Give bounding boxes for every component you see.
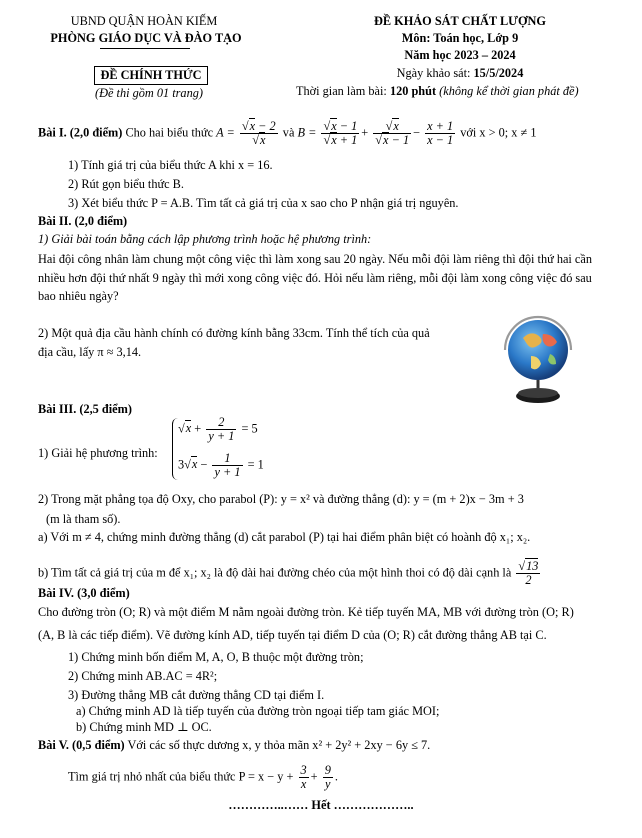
bai3-qb	[38, 560, 542, 587]
bai4-q3: 3) Đường thẳng MB cắt đường thẳng CD tại điểm I.	[68, 688, 325, 702]
bai1-and: và	[282, 125, 295, 140]
bai5-q-text: Tìm giá trị nhỏ nhất của biểu thức P = x − y +	[68, 769, 294, 784]
system-eq1: √x + $\frac{2}{y + 1}$ = 5	[178, 415, 258, 443]
bai5-line	[38, 738, 430, 753]
bai3-q1: 1) Giải hệ phương trình:	[38, 446, 158, 460]
bai4-q1: 1) Chứng minh bốn điểm M, A, O, B thuộc một đường tròn;	[68, 650, 364, 664]
bai3-qb-text: b) Tìm tất cả giá trị của m để x₁; x₂ là độ dài hai đường chéo của một hình thoi có độ dài cạnh là	[38, 565, 512, 580]
header-subject: Môn: Toán học, Lớp 9	[401, 31, 519, 45]
eq1-tail: = 5	[241, 421, 258, 436]
date-label: Ngày khảo sát:	[396, 66, 474, 80]
time-label: Thời gian làm bài:	[296, 84, 390, 98]
bai4-q3b: b) Chứng minh MD ⊥ OC.	[76, 720, 212, 734]
bai1-q2: 2) Rút gọn biểu thức B.	[68, 177, 184, 191]
bai4-q3a: a) Chứng minh AD là tiếp tuyến của đường tròn ngoại tiếp tam giác MOI;	[76, 704, 440, 718]
bai2-label: Bài II. (2,0 điểm)	[38, 214, 128, 228]
pages-note: (Đề thi gồm 01 trang)	[95, 86, 203, 100]
bai3-qa: a) Với m ≠ 4, chứng minh đường thẳng (d) cắt parabol (P) tại hai điểm phân biệt có hoành độ x₁; x₂.	[38, 530, 531, 544]
bai4-line1: Cho đường tròn (O; R) và một điểm M nằm ngoài đường tròn. Kẻ tiếp tuyến MA, MB với đường tròn (O; R)	[38, 605, 574, 619]
fraction-2-over-y1: $\frac{2}{y + 1}$	[208, 415, 235, 443]
bai1-label: Bài I. (2,0 điểm)	[38, 125, 123, 140]
official-label: ĐỀ CHÍNH THỨC	[94, 66, 208, 85]
header-left-underline	[100, 48, 190, 49]
date-value: 15/5/2024	[473, 66, 524, 80]
fraction-b3: $\frac{x + 1}{x - 1}$	[427, 119, 454, 147]
bai4-q2: 2) Chứng minh AB.AC = 4R²;	[68, 669, 218, 683]
fraction-1-over-y1: $\frac{1}{y + 1}$	[214, 451, 241, 479]
fraction-b1: $\frac{√x - 1}{√x + 1}$	[323, 119, 358, 147]
bai1-intro: Cho hai biểu thức	[125, 125, 214, 140]
header-left-line1: UBND QUẬN HOÀN KIẾM	[70, 14, 218, 28]
fraction-9-over-y: $\frac{9}{y}$	[324, 763, 331, 791]
time-value: 120 phút	[389, 84, 437, 98]
bai5-label: Bài V. (0,5 điểm)	[38, 738, 125, 752]
time-note: (không kể thời gian phát đề)	[436, 84, 579, 98]
bai1-q1: 1) Tính giá trị của biểu thức A khi x = 16.	[68, 158, 273, 172]
bai5-question: Tìm giá trị nhỏ nhất của biểu thức P = x − y + $\frac{3}{x}$ + $\frac{9}{y}$ .	[68, 763, 338, 791]
bai4-line2: (A, B là các tiếp điểm). Vẽ đường kính AD, tiếp tuyến tại điểm D của (O; R) cắt đường thẳng AB tại C.	[38, 628, 547, 642]
bai3-q2-line2: (m là tham số).	[46, 512, 121, 526]
header-date	[340, 66, 580, 81]
bai2-p1-text: Hai đội công nhân làm chung một công việc thì làm xong sau 20 ngày. Nếu mỗi đội làm riêng thì đội thứ hai cần nhiều hơn đội thứ nhất 9 ngày thì mới xong công việc đó. Hỏi nếu làm riêng, mỗi đội làm xong công việc đó sau bao nhiêu ngày?	[38, 252, 592, 303]
bai2-p1-title: 1) Giải bài toán bằng cách lập phương trình hoặc hệ phương trình:	[38, 232, 372, 246]
bai5-text: Với các số thực dương x, y thỏa mãn x² + 2y² + 2xy − 6y ≤ 7.	[127, 738, 431, 752]
bai3-label: Bài III. (2,5 điểm)	[38, 402, 132, 416]
bai1-q3: 3) Xét biểu thức P = A.B. Tìm tất cả giá trị của x sao cho P nhận giá trị nguyên.	[68, 196, 459, 210]
fraction-a: $\frac{√x - 2}{√x}$	[241, 119, 276, 147]
globe-image	[495, 310, 581, 406]
bai2-p2-line2: địa cầu, lấy π ≈ 3,14.	[38, 345, 142, 359]
header-year: Năm học 2023 – 2024	[404, 48, 516, 62]
header-time	[296, 84, 579, 99]
fraction-b2: $\frac{√x}{√x - 1}$	[375, 119, 410, 147]
fraction-3-over-x: $\frac{3}{x}$	[300, 763, 307, 791]
header-left-line2: PHÒNG GIÁO DỤC VÀ ĐÀO TẠO	[50, 31, 242, 45]
bai4-label: Bài IV. (3,0 điểm)	[38, 586, 130, 600]
header-right-title: ĐỀ KHẢO SÁT CHẤT LƯỢNG	[374, 14, 546, 28]
system-eq2: 3√x − $\frac{1}{y + 1}$ = 1	[178, 451, 264, 479]
bai3-q2-line1: 2) Trong mặt phẳng tọa độ Oxy, cho parabol (P): y = x² và đường thẳng (d): y = (m + 2)x − 3m + 3	[38, 492, 524, 506]
bai1-condition: với x > 0; x ≠ 1	[460, 125, 537, 140]
fraction-sqrt13-over-2: $\frac{√13}{2}$	[518, 559, 539, 587]
footer-end: …………..…… Hết ………………..	[228, 798, 414, 812]
bai2-p2-line1: 2) Một quả địa cầu hành chính có đường kính bằng 33cm. Tính thể tích của quả	[38, 326, 430, 340]
eq2-tail: = 1	[247, 457, 264, 472]
bai1-line: Bài I. (2,0 điểm) Cho hai biểu thức A = $\frac{√x - 2}{√x}$ và B = $\frac{√x - 1}{√x + 1}$ + $\frac{√x}{√x - 1}$ − $\frac{x + 1}{x - 1}$ với x > 0; x ≠ 1	[38, 119, 537, 147]
